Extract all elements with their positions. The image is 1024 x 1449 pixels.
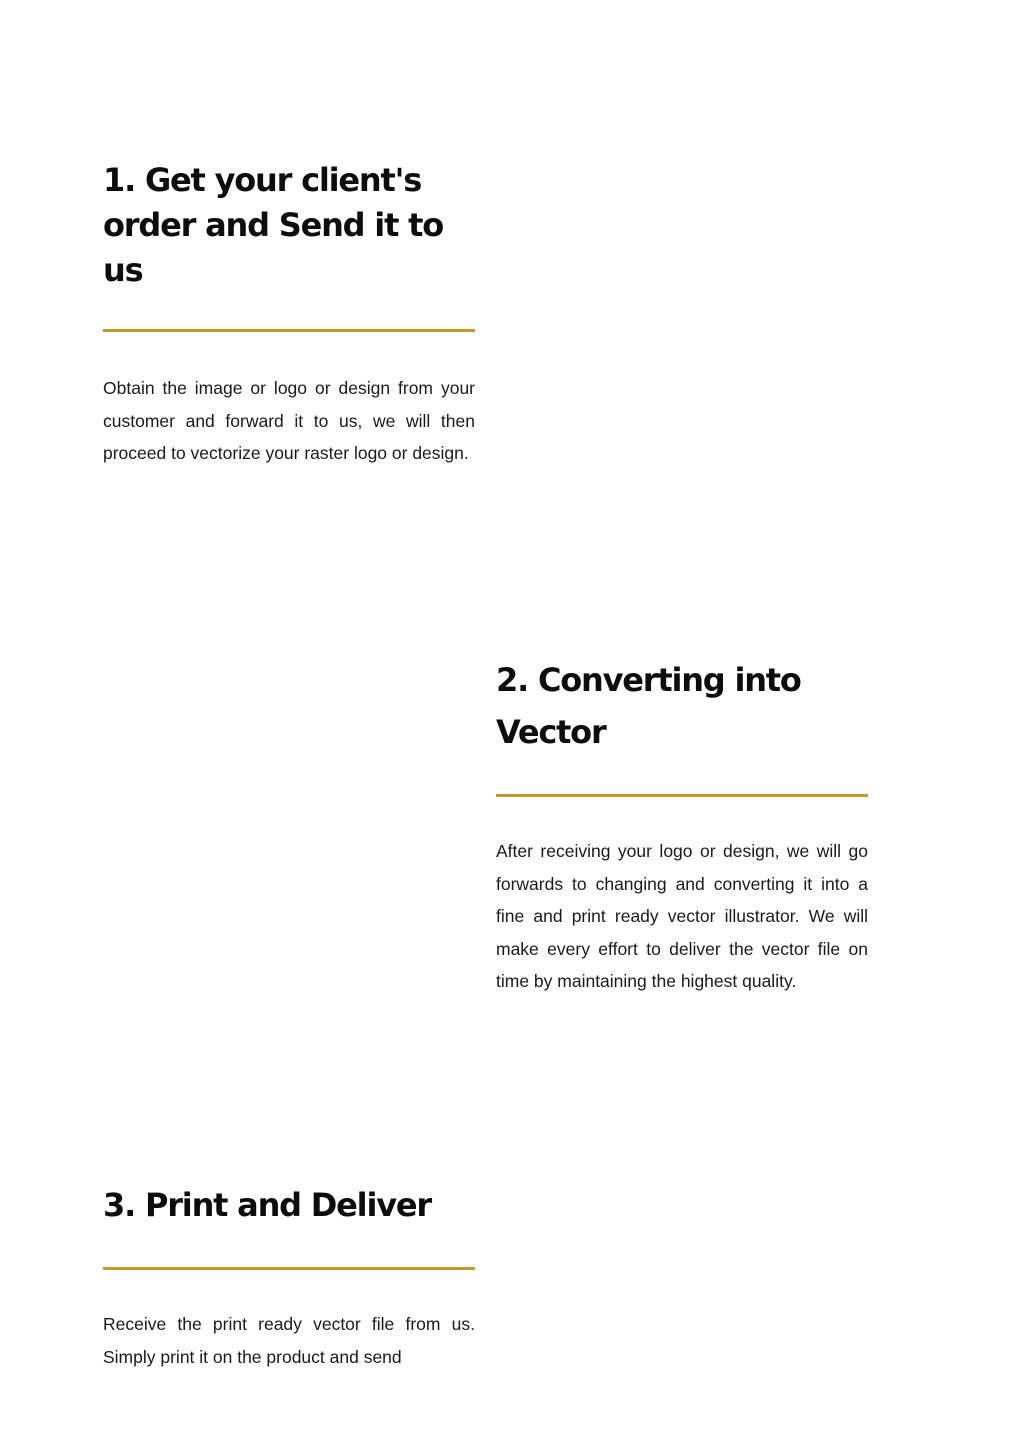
step-2-section: [496, 654, 868, 998]
step-2-body: After receiving your logo or design, we will go forwards to changing and converting it into a fine and print ready vector illustrator. We will make every effort to deliver the vector file on time by maintaining the highest quality.: [496, 841, 868, 992]
step-1-section: [103, 158, 475, 470]
step-3-body: Receive the print ready vector file from us. Simply print it on the product and send: [103, 1314, 475, 1367]
step-3-divider: [103, 1267, 475, 1270]
step-3-section: [103, 1183, 475, 1373]
step-1-title: 1. Get your client's order and Send it to us: [103, 161, 443, 289]
step-2-divider: [496, 794, 868, 797]
step-3-title: 3. Print and Deliver: [103, 1186, 431, 1224]
step-1-divider: [103, 329, 475, 332]
step-1-body: Obtain the image or logo or design from your customer and forward it to us, we will then proceed to vectorize your raster logo or design.: [103, 378, 475, 464]
step-2-title: 2. Converting into Vector: [496, 661, 801, 751]
